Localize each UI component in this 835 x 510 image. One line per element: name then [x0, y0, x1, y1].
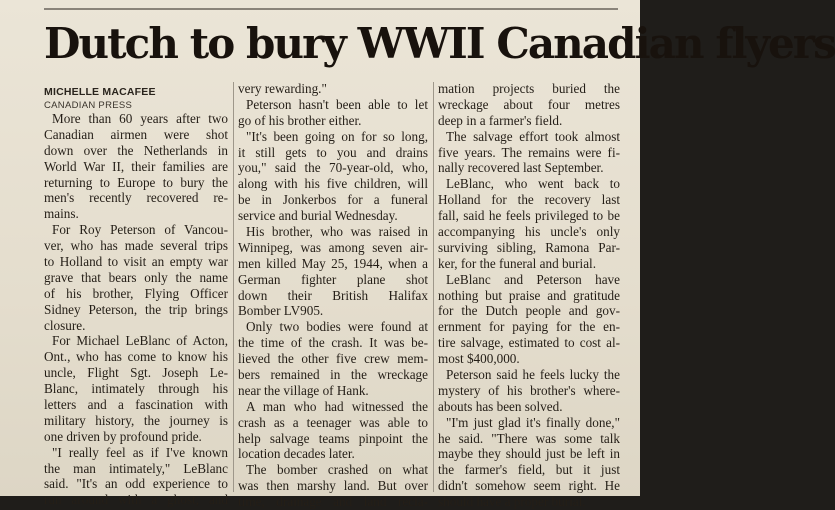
text-line: to Holland to visit an empty war — [44, 254, 228, 270]
text-line: five years. The remains were fi- — [438, 144, 620, 160]
text-line: LeBlanc, who went back to — [446, 176, 620, 192]
text-line: down over the Netherlands in — [44, 142, 228, 158]
text-line: said. "It's an odd experience to — [44, 476, 228, 492]
text-line: abouts has been solved. — [438, 398, 563, 414]
text-line: men's recently recovered re- — [44, 190, 228, 206]
text-line: For Michael LeBlanc of Acton, — [52, 333, 228, 349]
text-line: "I'm just glad it's finally done," — [446, 414, 620, 430]
text-line: "I really feel as if I've known — [52, 444, 228, 460]
text-line: go of his brother either. — [238, 112, 362, 128]
text-line: the time of the crash. It was be- — [238, 335, 428, 351]
text-line: crash as a teenager was able to — [238, 414, 428, 430]
text-line: of his brother, Flying Officer — [44, 285, 228, 301]
top-rule — [44, 8, 618, 10]
text-line: Winnipeg, was among seven air- — [238, 239, 428, 255]
text-line: lieved the other five crew mem- — [238, 351, 428, 367]
text-line: The salvage effort took almost — [446, 128, 620, 144]
text-line: grave that bears only the name — [44, 269, 228, 285]
text-line: Blanc, intimately through his — [44, 381, 228, 397]
text-line: ernment for paying for the en- — [438, 319, 620, 335]
text-line: Ont., who has come to know his — [44, 349, 228, 365]
text-line: location decades later. — [238, 446, 355, 462]
article-column-1 — [44, 111, 228, 508]
text-line: deep in a farmer's field. — [438, 112, 563, 128]
text-line: Bomber LV905. — [238, 303, 324, 319]
text-line: "It's been going on for so long, — [246, 128, 428, 144]
text-line: was then marshy land. But over — [238, 478, 428, 494]
text-line: His brother, who was raised in — [246, 224, 428, 240]
text-line: More than 60 years after two — [52, 111, 228, 126]
text-line: time, drainage and land recla- — [238, 494, 428, 510]
text-line: For Roy Peterson of Vancou- — [52, 222, 228, 238]
text-line: surviving sibling, Ramona Par- — [438, 239, 620, 255]
text-line: Holland for the recovery last — [438, 192, 620, 208]
text-line: Sidney Peterson, the trip brings — [44, 301, 228, 317]
text-line: nally recovered last September. — [438, 160, 604, 176]
text-line: mation projects buried the — [438, 81, 620, 96]
text-line: near the village of Hank. — [238, 382, 369, 398]
text-line: didn't somehow seem right. He — [438, 478, 620, 494]
article-column-2 — [238, 81, 428, 510]
text-line: should have a proper burial." — [438, 494, 591, 510]
column-rule — [233, 82, 234, 492]
text-line: men killed May 25, 1944, when a — [238, 255, 428, 271]
article-column-3 — [438, 81, 620, 510]
text-line: help salvage teams pinpoint the — [238, 430, 428, 446]
column-rule — [433, 82, 434, 492]
text-line: service and burial Wednesday. — [238, 208, 398, 224]
text-line: accompanying his uncle's only — [438, 224, 620, 240]
byline: MICHELLE MACAFEE — [44, 86, 156, 98]
text-line: German fighter plane shot — [238, 271, 428, 287]
text-line: uncle, Flight Sgt. Joseph Le- — [44, 365, 228, 381]
text-line: for the Dutch people and gov- — [438, 303, 620, 319]
text-line: closure. — [44, 317, 86, 333]
text-line: be in Jonkerbos for a funeral — [238, 192, 428, 208]
text-line: Only two bodies were found at — [246, 319, 428, 335]
text-line: World War II, their families are — [44, 158, 228, 174]
text-line: tire salvage, estimated to cost al- — [438, 335, 620, 351]
text-line: fall, said he feels privileged to be — [438, 208, 620, 224]
text-line: A man who had witnessed the — [246, 398, 428, 414]
text-line: he said. "There was some talk — [438, 430, 620, 446]
text-line: ver, who has made several trips — [44, 238, 228, 254]
text-line: the farmer's field, but it just — [438, 462, 620, 478]
text-line: Peterson said he feels lucky the — [446, 367, 620, 383]
text-line: along with his five children, will — [238, 176, 428, 192]
text-line: bers remained in the wreckage — [238, 367, 428, 383]
text-line: ker, for the funeral and burial. — [438, 255, 597, 271]
text-line: it still gets to you and drains — [238, 144, 428, 160]
text-line: mains. — [44, 206, 79, 222]
text-line: one driven by profound pride. — [44, 428, 202, 444]
text-line: Canadian airmen were shot — [44, 126, 228, 142]
text-line: nothing but praise and gratitude — [438, 287, 620, 303]
text-line: you," said the 70-year-old, who, — [238, 160, 428, 176]
text-line: maybe they should just be left in — [438, 446, 620, 462]
text-line: mystery of his brother's where- — [438, 382, 620, 398]
text-line: most $400,000. — [438, 351, 520, 367]
headline: Dutch to bury WWII Canadian flyers — [44, 19, 835, 68]
text-line: Peterson hasn't been able to let — [246, 96, 428, 112]
text-line: run around with a ghost, and — [44, 492, 228, 508]
agency-credit: CANADIAN PRESS — [44, 100, 133, 111]
text-line: The bomber crashed on what — [246, 462, 428, 478]
text-line: LeBlanc and Peterson have — [446, 271, 620, 287]
text-line: military history, the journey is — [44, 412, 228, 428]
text-line: wreckage about four metres — [438, 96, 620, 112]
text-line: the man intimately," LeBlanc — [44, 460, 228, 476]
text-line: very rewarding." — [238, 81, 327, 96]
text-line: returning to Europe to bury the — [44, 174, 228, 190]
text-line: letters and a fascination with — [44, 397, 228, 413]
text-line: down their British Halifax — [238, 287, 428, 303]
